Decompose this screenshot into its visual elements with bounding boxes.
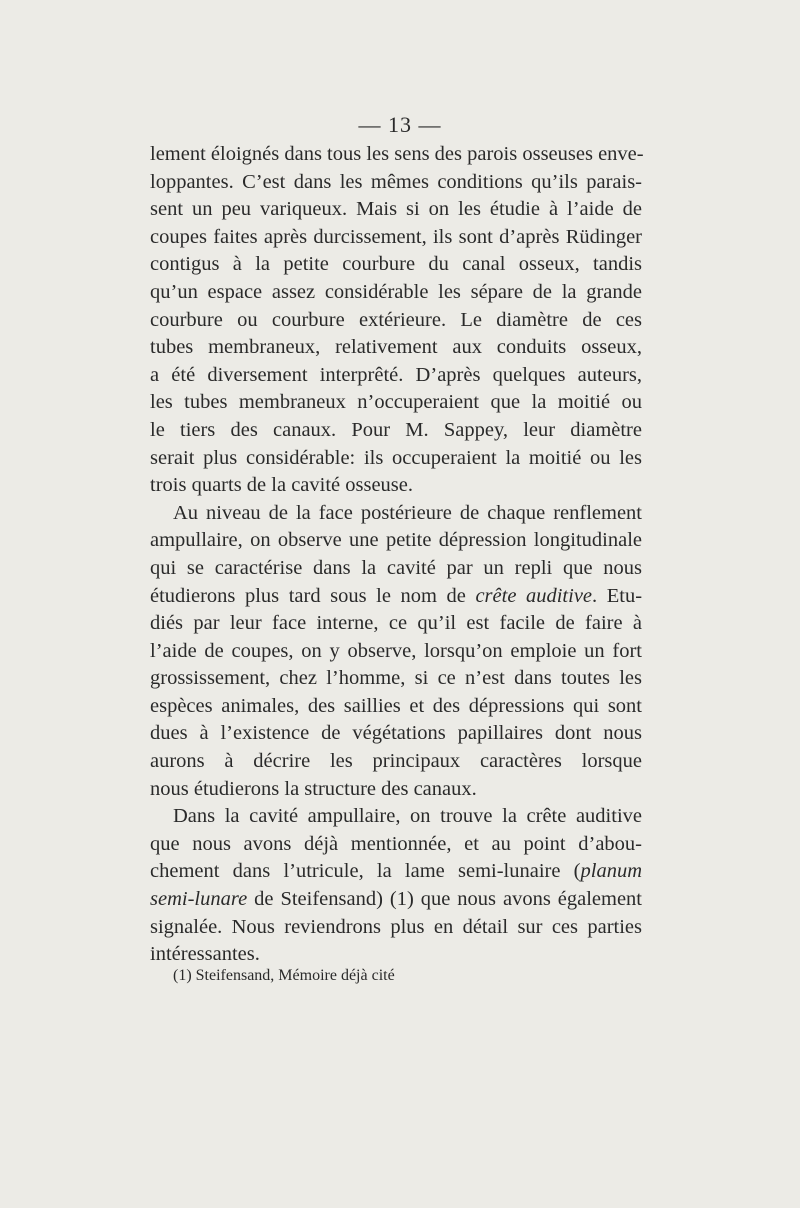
text-line: intéressantes. <box>150 943 260 966</box>
text-line: courbure ou courbure extérieure. Le diamètre de ces <box>150 308 642 331</box>
text-line: signalée. Nous reviendrons plus en détail sur ces parties <box>150 915 642 938</box>
text-line: aurons à décrire les principaux caractères lorsque <box>150 750 642 773</box>
text-line: Dans la cavité ampullaire, on trouve la crête auditive <box>173 805 642 828</box>
text-line: nous étudierons la structure des canaux. <box>150 777 477 800</box>
text-line: que nous avons déjà mentionnée, et au point d’abou- <box>150 832 642 855</box>
text-line: loppantes. C’est dans les mêmes conditions qu’ils parais- <box>150 170 642 193</box>
footnote: (1) Steifensand, Mémoire déjà cité <box>173 967 395 984</box>
text-line: l’aide de coupes, on y observe, lorsqu’on emploie un fort <box>150 639 642 662</box>
text-line: a été diversement interprêté. D’après quelques auteurs, <box>150 363 642 386</box>
text-line-with-italic <box>150 583 642 611</box>
text-line: diés par leur face interne, ce qu’il est facile de faire à <box>150 612 642 635</box>
italic-term: semi-lunare <box>150 888 248 911</box>
paragraph-2 <box>150 500 642 804</box>
text-line: dues à l’existence de végétations papillaires dont nous <box>150 722 642 745</box>
text-line: sent un peu variqueux. Mais si on les étudie à l’aide de <box>150 198 642 221</box>
page-number: — 13 — <box>358 112 442 137</box>
paragraph-1 <box>150 141 642 500</box>
text-line: contigus à la petite courbure du canal osseux, tandis <box>150 253 642 276</box>
text-segment: . Etu- <box>592 584 643 607</box>
text-line-with-italic <box>150 886 642 914</box>
text-line: grossissement, chez l’homme, si ce n’est dans toutes les <box>150 667 642 690</box>
text-line: trois quarts de la cavité osseuse. <box>150 474 414 497</box>
text-line: tubes membraneux, relativement aux conduits osseux, <box>150 336 642 359</box>
paragraph-3 <box>150 803 642 969</box>
text-segment: chement dans l’utricule, la lame semi-lunaire ( <box>150 860 581 883</box>
text-segment: de Steifensand) (1) que nous avons également <box>247 888 642 911</box>
text-line: le tiers des canaux. Pour M. Sappey, leur diamètre <box>150 418 642 441</box>
body-text <box>150 141 642 969</box>
text-line: lement éloignés dans tous les sens des parois osseuses enve- <box>150 143 644 165</box>
text-line: espèces animales, des saillies et des dépressions qui sont <box>150 694 642 717</box>
text-line: qu’un espace assez considérable les sépare de la grande <box>150 280 642 303</box>
italic-term: planum <box>580 860 642 883</box>
text-line: les tubes membraneux n’occuperaient que la moitié ou <box>150 391 642 414</box>
text-line: Au niveau de la face postérieure de chaque renflement <box>173 501 642 524</box>
text-line: ampullaire, on observe une petite dépression longitudinale <box>150 529 642 552</box>
text-line: serait plus considérable: ils occuperaient la moitié ou les <box>150 446 642 469</box>
text-line: coupes faites après durcissement, ils sont d’après Rüdinger <box>150 225 642 248</box>
text-line-with-italic <box>150 858 642 886</box>
italic-term: crête auditive <box>475 584 593 607</box>
text-line: qui se caractérise dans la cavité par un repli que nous <box>150 556 642 579</box>
text-segment: étudierons plus tard sous le nom de <box>150 584 466 607</box>
